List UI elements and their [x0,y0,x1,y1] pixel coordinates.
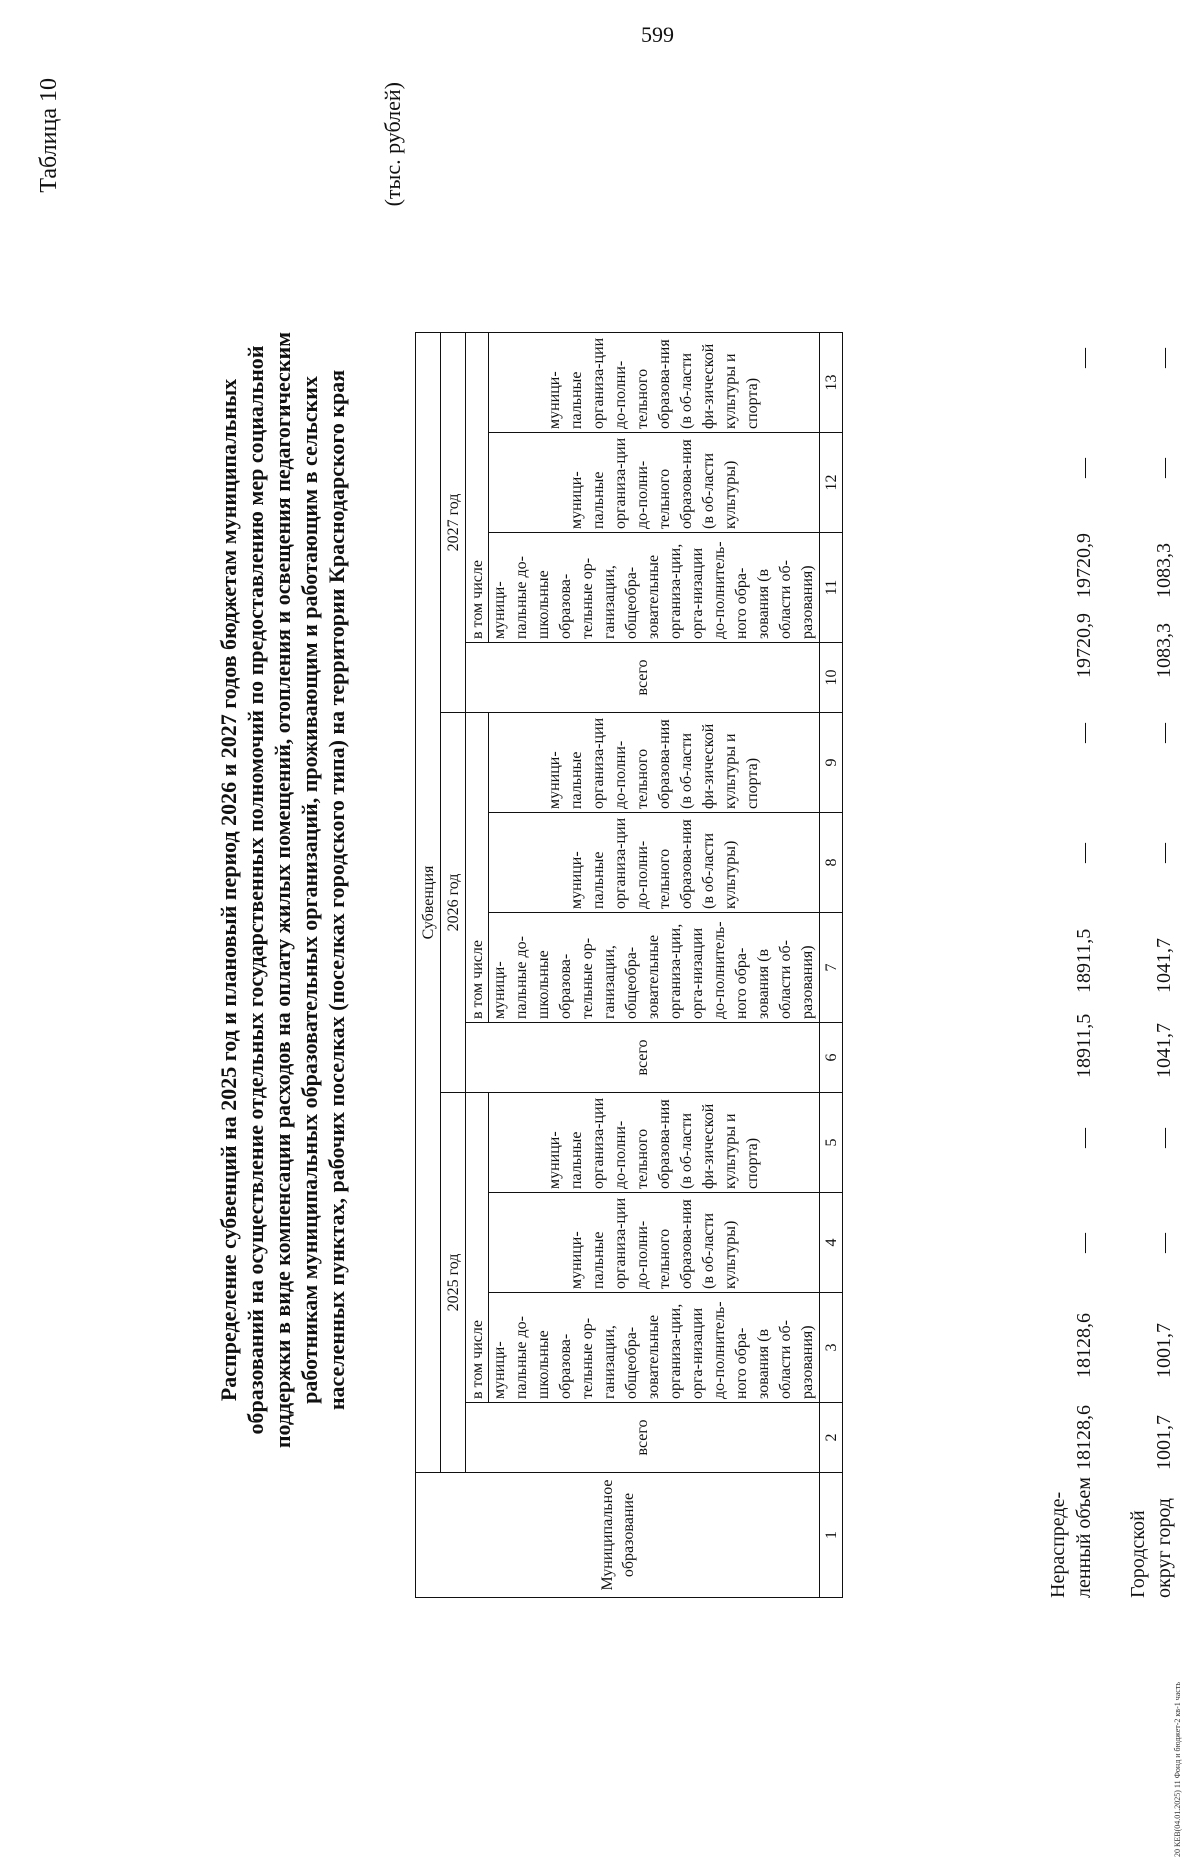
cell-value: — [1153,458,1175,478]
column-number: 3 [820,1293,843,1403]
column-number: 13 [820,333,843,433]
column-number: 8 [820,813,843,913]
cell-value: 1041,7 [1153,1023,1175,1078]
header-including-2025: в том числе [466,1093,489,1403]
cell-value: — [1073,723,1095,743]
cell-value: 18128,6 [1073,1313,1095,1378]
cell-value: 18128,6 [1073,1405,1095,1470]
cell-value: — [1073,458,1095,478]
header-education-2025: муници-пальные до-школьные образова-тельные ор-ганизации, общеобра-зовательные организа-ции, орга-низации до-полнитель-ного обра-зования (в области об-разования) [489,1293,820,1403]
header-education-2027: муници-пальные до-школьные образова-тельные ор-ганизации, общеобра-зовательные организа-ции, орга-низации до-полнитель-ного обра-зования (в области об-разования) [489,533,820,643]
column-number: 1 [820,1473,843,1598]
row-name: Городской округ город [1127,1498,1175,1598]
cell-value: — [1073,843,1095,863]
header-municipality: Муниципальное образование [416,1473,820,1598]
header-total-2026: всего [466,1023,820,1093]
column-number: 5 [820,1093,843,1193]
column-number: 2 [820,1403,843,1473]
cell-value: — [1153,1128,1175,1148]
page-number: 599 [641,22,674,47]
header-sport-2026: муници-пальные организа-ции до-полни-тельного образова-ния (в об-ласти фи-зической культуры и спорта) [489,713,820,813]
cell-value: 1001,7 [1153,1323,1175,1378]
column-number: 4 [820,1193,843,1293]
cell-value: — [1153,843,1175,863]
header-year-2025: 2025 год [441,1093,466,1473]
cell-value: 1041,7 [1153,938,1175,993]
rotated-page [30,60,1200,1640]
cell-value: 1083,3 [1153,543,1175,598]
cell-value: — [1073,348,1095,368]
header-total-2025: всего [466,1403,820,1473]
header-sport-2027: муници-пальные организа-ции до-полни-тельного образова-ния (в об-ласти фи-зической культуры и спорта) [489,333,820,433]
header-subvention: Субвенция [416,333,441,1473]
table-label: Таблица 10 [36,78,62,193]
cell-value: 18911,5 [1073,928,1095,993]
cell-value: 18911,5 [1073,1013,1095,1078]
row-name: Нераспреде-ленный объем [1047,1477,1095,1598]
header-year-2026: 2026 год [441,713,466,1093]
header-education-2026: муници-пальные до-школьные образова-тельные ор-ганизации, общеобра-зовательные организа-ции, орга-низации до-полнитель-ного обра-зования (в области об-разования) [489,913,820,1023]
cell-value: — [1153,723,1175,743]
header-total-2027: всего [466,643,820,713]
header-culture-2026: муници-пальные организа-ции до-полни-тельного образова-ния (в об-ласти культуры) [489,813,820,913]
column-number: 6 [820,1023,843,1093]
cell-value: — [1153,348,1175,368]
column-number-row [820,333,843,1598]
footer-note: 20 КЕВ(04.01.2025) 11 Фонд и бюджет-2 кв-1 часть [1173,1682,1182,1857]
cell-value: 19720,9 [1073,533,1095,598]
column-number: 9 [820,713,843,813]
header-including-2026: в том числе [466,713,489,1023]
header-culture-2025: муници-пальные организа-ции до-полни-тельного образова-ния (в об-ласти культуры) [489,1193,820,1293]
column-number: 10 [820,643,843,713]
column-number: 7 [820,913,843,1023]
header-culture-2027: муници-пальные организа-ции до-полни-тельного образова-ния (в об-ласти культуры) [489,433,820,533]
column-number: 11 [820,533,843,643]
cell-value: 1083,3 [1153,623,1175,678]
cell-value: — [1073,1233,1095,1253]
cell-value: 19720,9 [1073,613,1095,678]
units-label: (тыс. рублей) [380,82,405,207]
subvention-table [415,332,843,1598]
column-number: 12 [820,433,843,533]
header-year-2027: 2027 год [441,333,466,713]
cell-value: — [1153,1233,1175,1253]
cell-value: 1001,7 [1153,1415,1175,1470]
header-sport-2025: муници-пальные организа-ции до-полни-тельного образова-ния (в об-ласти фи-зической культуры и спорта) [489,1093,820,1193]
header-including-2027: в том числе [466,333,489,643]
cell-value: — [1073,1128,1095,1148]
document-title: Распределение субвенций на 2025 год и плановый период 2026 и 2027 годов бюджетам муниципальных образований на осуществление отдельных государственных полномочий по предоставлению мер социальной поддержки в виде компенсации расходов на оплату жилых помещений, отопления и освещения педагогическим работникам муниципальных образовательных организаций, проживающим и работающим в сельских населенных пунктах, рабочих поселках (поселках городского типа) на территории Краснодарского края [216,331,349,1449]
